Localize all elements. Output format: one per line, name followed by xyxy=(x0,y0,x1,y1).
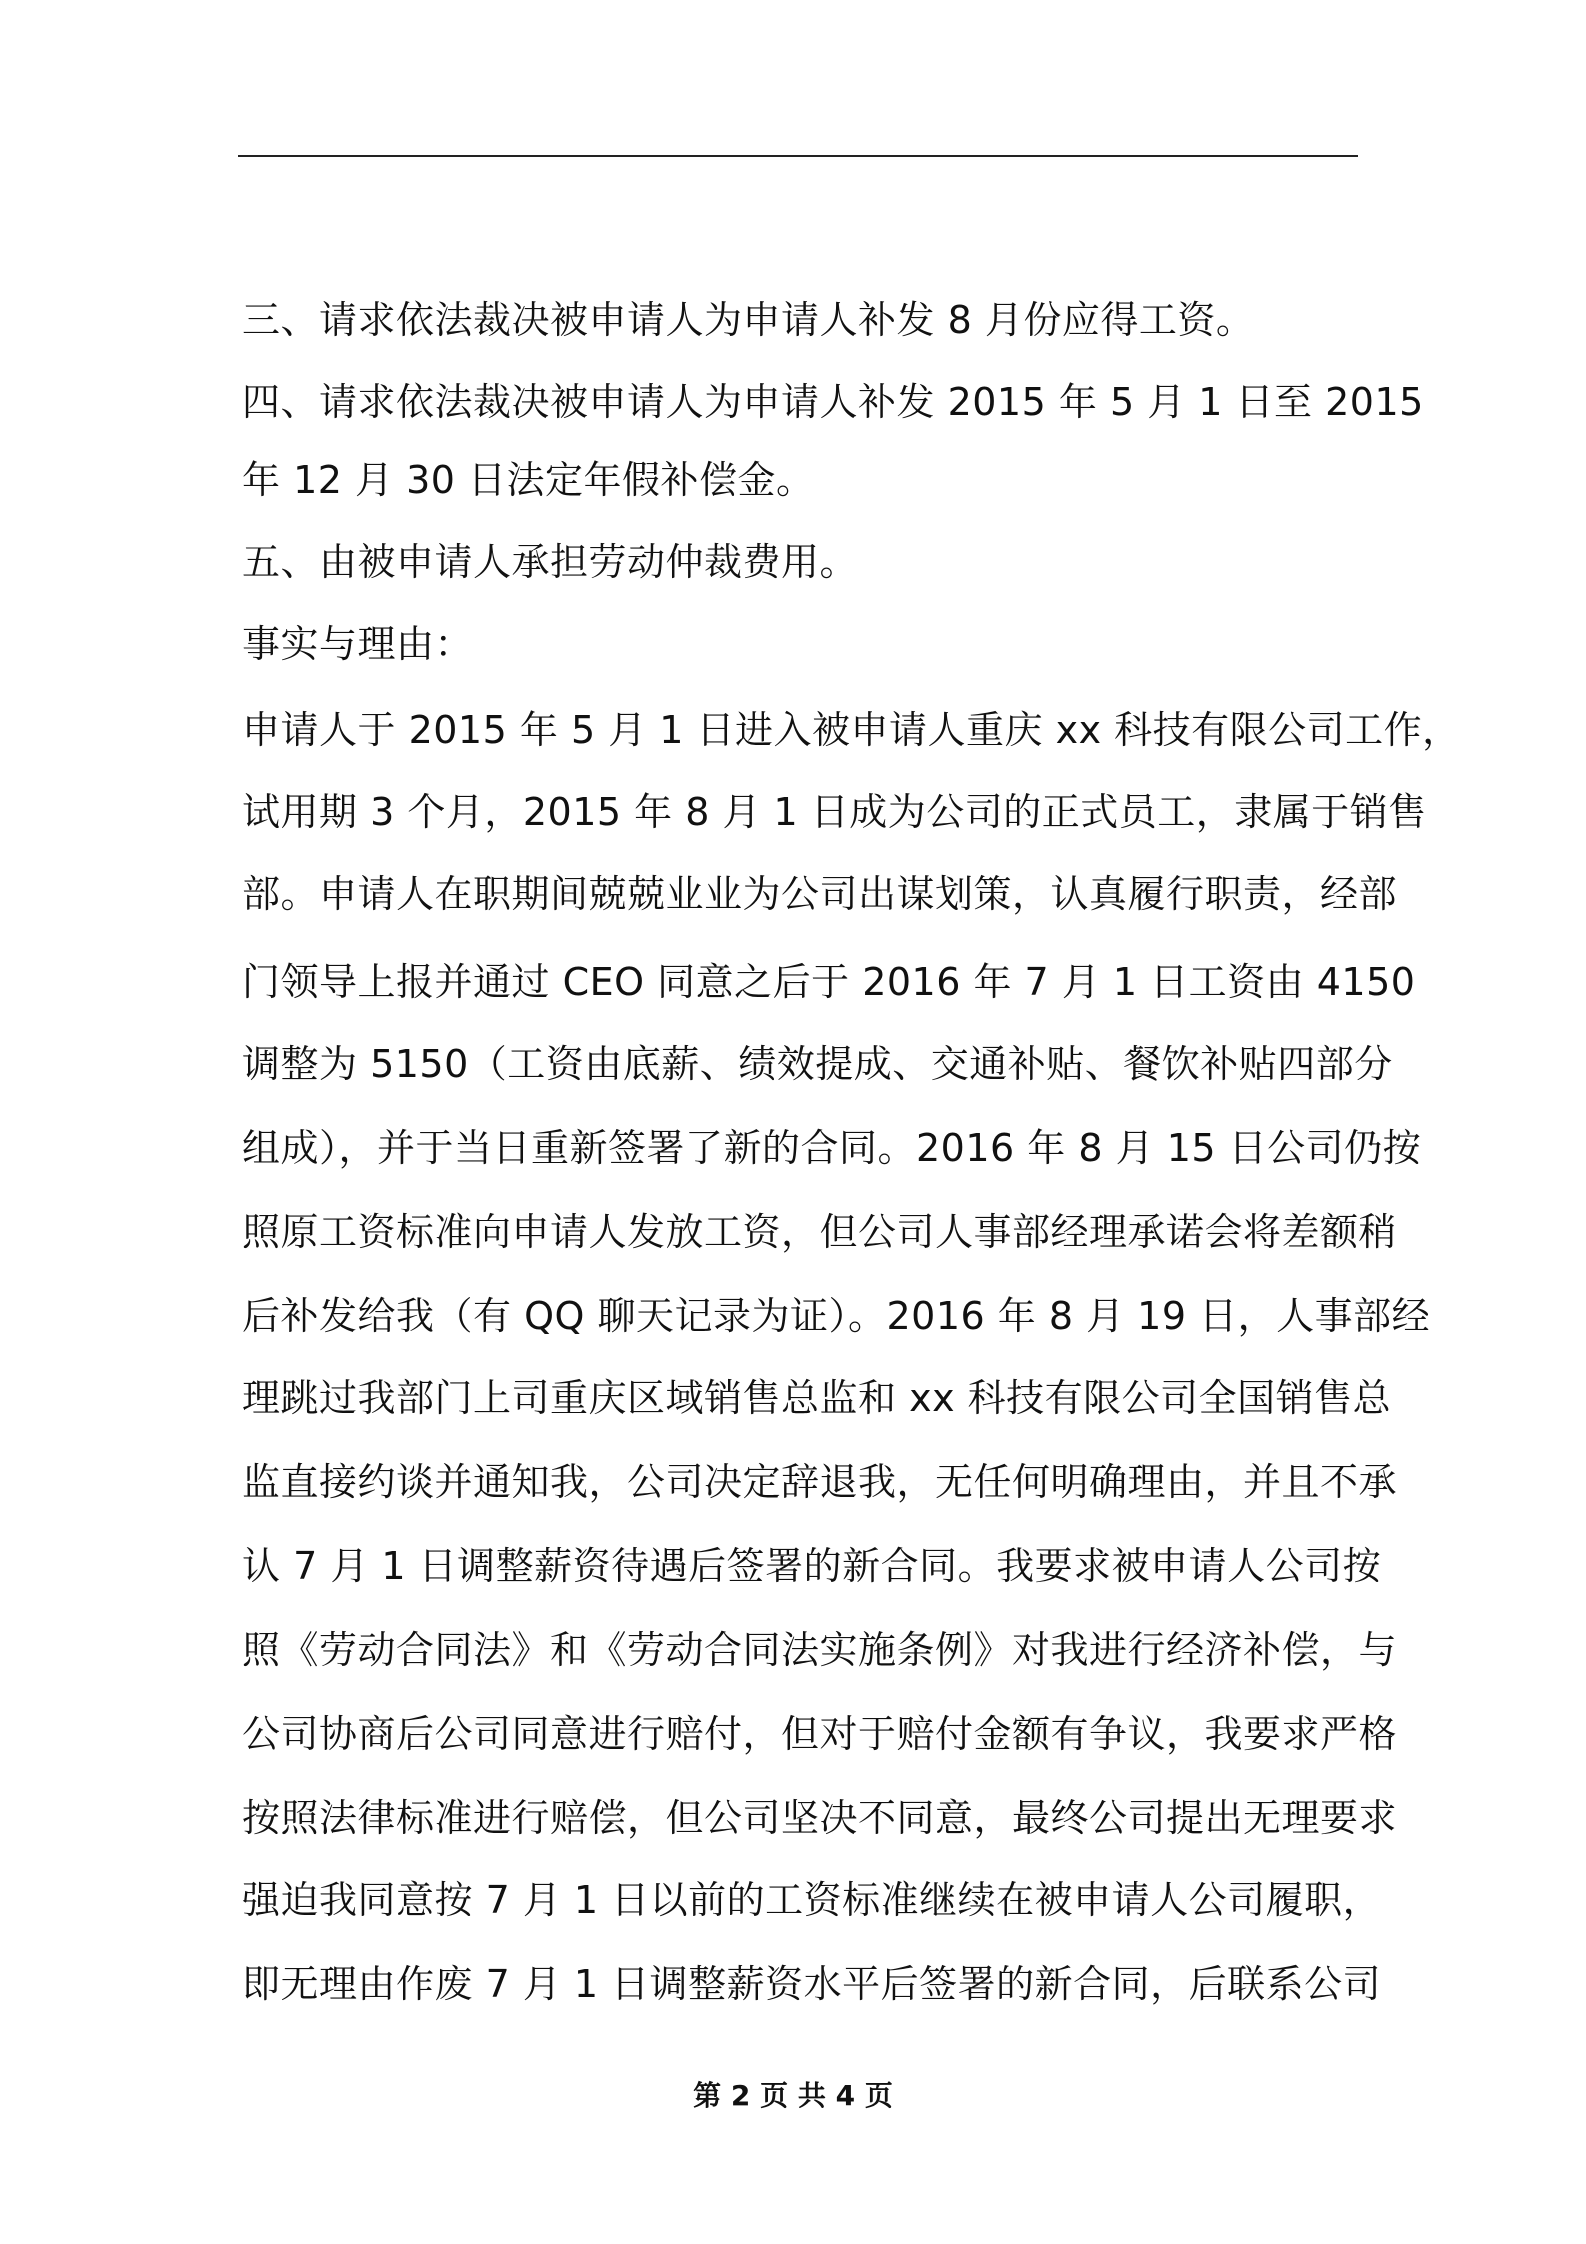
facts-paragraph-line: 即无理由作废 7 月 1 日调整薪资水平后签署的新合同，后联系公司 xyxy=(242,1962,1382,2006)
page-number-footer: 第 2 页 共 4 页 xyxy=(693,2079,893,2112)
facts-paragraph-line: 门领导上报并通过 CEO 同意之后于 2016 年 7 月 1 日工资由 4150 xyxy=(242,960,1416,1004)
facts-paragraph-line: 部。申请人在职期间兢兢业业为公司出谋划策，认真履行职责，经部 xyxy=(242,872,1398,916)
request-item-5: 五、由被申请人承担劳动仲裁费用。 xyxy=(242,540,859,584)
facts-paragraph-line: 后补发给我（有 QQ 聊天记录为证）。2016 年 8 月 19 日，人事部经 xyxy=(242,1294,1431,1338)
facts-paragraph-line: 照《劳动合同法》和《劳动合同法实施条例》对我进行经济补偿，与 xyxy=(242,1628,1398,1672)
facts-paragraph-line: 监直接约谈并通知我，公司决定辞退我，无任何明确理由，并且不承 xyxy=(242,1460,1398,1504)
request-item-3: 三、请求依法裁决被申请人为申请人补发 8 月份应得工资。 xyxy=(242,298,1255,342)
facts-paragraph-line: 按照法律标准进行赔偿，但公司坚决不同意，最终公司提出无理要求 xyxy=(242,1796,1398,1840)
request-item-4-line-1: 四、请求依法裁决被申请人为申请人补发 2015 年 5 月 1 日至 2015 xyxy=(242,380,1424,424)
facts-paragraph-line: 照原工资标准向申请人发放工资，但公司人事部经理承诺会将差额稍 xyxy=(242,1210,1398,1254)
facts-paragraph-line: 申请人于 2015 年 5 月 1 日进入被申请人重庆 xx 科技有限公司工作， xyxy=(242,708,1461,752)
header-rule xyxy=(238,155,1358,157)
facts-paragraph-line: 认 7 月 1 日调整薪资待遇后签署的新合同。我要求被申请人公司按 xyxy=(242,1544,1382,1588)
facts-paragraph-line: 理跳过我部门上司重庆区域销售总监和 xx 科技有限公司全国销售总 xyxy=(242,1376,1392,1420)
section-heading-facts-reasons: 事实与理由： xyxy=(242,622,474,666)
facts-paragraph-line: 公司协商后公司同意进行赔付，但对于赔付金额有争议，我要求严格 xyxy=(242,1712,1398,1756)
facts-paragraph-line: 强迫我同意按 7 月 1 日以前的工资标准继续在被申请人公司履职， xyxy=(242,1878,1382,1922)
facts-paragraph-line: 调整为 5150（工资由底薪、绩效提成、交通补贴、餐饮补贴四部分 xyxy=(242,1042,1393,1086)
facts-paragraph-line: 试用期 3 个月，2015 年 8 月 1 日成为公司的正式员工，隶属于销售 xyxy=(242,790,1427,834)
request-item-4-line-2: 年 12 月 30 日法定年假补偿金。 xyxy=(242,458,815,502)
facts-paragraph-line: 组成），并于当日重新签署了新的合同。2016 年 8 月 15 日公司仍按 xyxy=(242,1126,1422,1170)
